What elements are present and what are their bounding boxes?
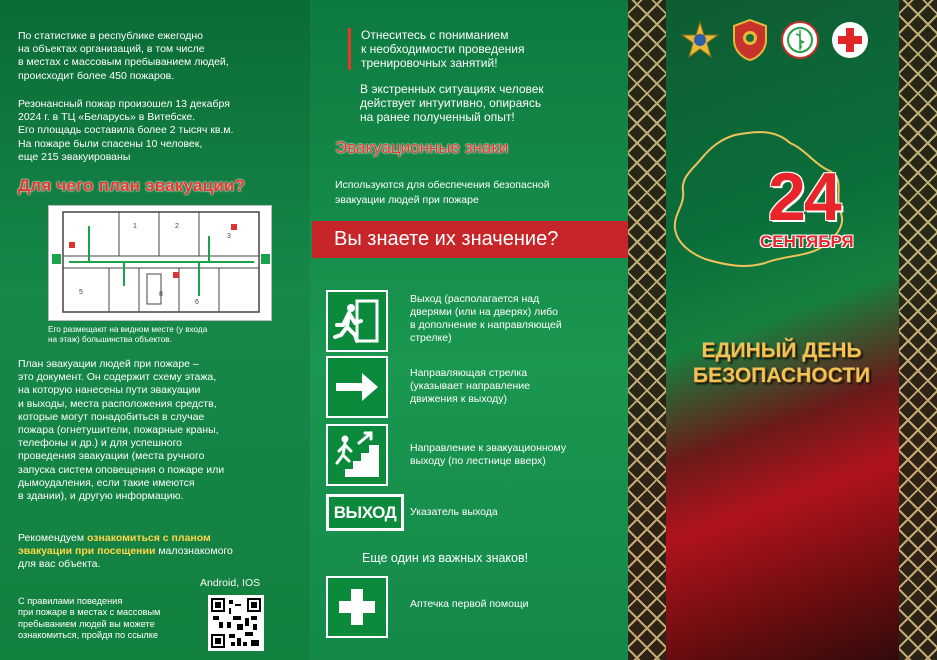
text-line: Резонансный пожар произошел 13 декабря <box>18 98 230 110</box>
text-line: (указывает направление <box>410 380 530 392</box>
plan-caption <box>48 325 288 345</box>
recommendation-paragraph <box>18 532 233 572</box>
first-aid-cross-icon <box>335 585 379 629</box>
svg-text:1: 1 <box>133 223 137 230</box>
text-line: на ранее полученный опыт! <box>360 110 515 124</box>
statistics-paragraph <box>18 30 229 83</box>
text-line: на этаж) большинства объектов. <box>48 335 172 344</box>
text-line: дверями (или на дверях) либо <box>410 306 559 318</box>
text-line: Направление к эвакуационному <box>410 442 567 454</box>
star-emblem-icon <box>680 20 720 60</box>
text-line: движения к выходу) <box>410 393 507 405</box>
text-line: Отнеситесь с пониманием <box>361 28 509 42</box>
text-line: это документ. Он содержит схему этажа, <box>18 371 217 384</box>
svg-text:5: 5 <box>79 289 83 296</box>
evacuation-plan-heading: Для чего план эвакуации? <box>18 176 246 195</box>
text-fragment: малознакомого <box>155 545 233 558</box>
text-line: По статистике в республике ежегодно <box>18 30 203 42</box>
exit-sign <box>326 290 388 352</box>
stairs-sign-description <box>410 442 620 468</box>
text-line: еще 215 эвакуированы <box>18 150 131 163</box>
intuition-quote <box>360 82 620 124</box>
evacuation-plan-image <box>48 205 272 321</box>
question-banner: Вы знаете их значение? <box>312 221 628 258</box>
exit-text-description: Указатель выхода <box>410 506 498 518</box>
text-line: С правилами поведения <box>18 596 123 606</box>
text-line: выходу (по лестнице вверх) <box>410 455 546 467</box>
signs-purpose-text <box>335 178 615 208</box>
text-line: Его площадь составила более 2 тысяч кв.м. <box>18 124 234 137</box>
fire-incident-paragraph <box>18 98 233 164</box>
evacuation-signs-heading: Эвакуационные знаки <box>335 138 509 157</box>
text-line: эвакуации людей при пожаре <box>335 194 479 206</box>
highlight-text: эвакуации при посещении <box>18 545 156 558</box>
svg-text:2: 2 <box>175 223 179 230</box>
text-line: пребыванием людей вы можете <box>18 618 155 629</box>
text-line: На пожаре были спасены 10 человек, <box>18 137 203 150</box>
ornament-strip-right <box>899 0 937 660</box>
shield-emblem-icon <box>730 18 770 62</box>
exit-sign-label: ВЫХОД <box>329 497 401 528</box>
direction-arrow-sign <box>326 356 388 418</box>
text-line: телефоны и др.) и для успешного <box>18 437 183 450</box>
text-line: происходит более 450 пожаров. <box>18 69 175 82</box>
text-line: которые могут понадобиться в случае <box>18 410 205 423</box>
red-cross-emblem <box>830 18 870 62</box>
red-cross-icon <box>830 20 870 60</box>
text-line: 2024 г. в ТЦ «Беларусь» в Витебске. <box>18 111 196 124</box>
text-line <box>18 532 233 545</box>
rules-link-text <box>18 596 198 642</box>
health-emblem <box>780 18 820 62</box>
text-line: для вас объекта. <box>18 558 101 571</box>
text-fragment: Рекомендуем <box>18 532 88 544</box>
text-line: действует интуитивно, опираясь <box>360 96 542 110</box>
text-line: дымоудаления, если такие имеются <box>18 476 195 489</box>
text-line: запуска систем оповещения о пожаре или <box>18 463 225 476</box>
text-line: на объектах организаций, в том числе <box>18 43 205 56</box>
ornament-strip-left <box>628 0 666 660</box>
floor-plan-icon <box>49 206 271 320</box>
title-line: ЕДИНЫЙ ДЕНЬ <box>701 339 862 362</box>
text-line: при пожаре в местах с массовым <box>18 607 161 618</box>
highlight-text: ознакомиться с планом <box>87 532 211 544</box>
text-line: стрелке) <box>410 332 452 344</box>
first-aid-description: Аптечка первой помощи <box>410 598 529 610</box>
qr-code[interactable] <box>208 595 264 651</box>
running-man-exit-icon <box>331 295 383 347</box>
text-line: План эвакуации людей при пожаре – <box>18 358 199 370</box>
qr-code-icon <box>211 598 261 648</box>
text-line: на которую нанесены пути эвакуации <box>18 384 201 397</box>
exit-sign-description <box>410 293 620 345</box>
text-line <box>18 545 233 558</box>
text-line: в здании), и другую информацию. <box>18 490 184 503</box>
svg-text:6: 6 <box>195 299 199 306</box>
another-sign-heading: Еще один из важных знаков! <box>362 551 529 565</box>
text-line: проведения эвакуации (места ручного <box>18 450 205 463</box>
text-line: Используются для обеспечения безопасной <box>335 179 550 191</box>
date-month: СЕНТЯБРЯ <box>760 232 854 251</box>
title-line: БЕЗОПАСНОСТИ <box>692 364 871 387</box>
platforms-label: Android, IOS <box>200 577 261 589</box>
svg-text:3: 3 <box>227 233 231 240</box>
right-panel-background <box>628 0 937 660</box>
plan-description-paragraph <box>18 358 224 503</box>
text-line: в местах с массовым пребыванием людей, <box>18 56 229 69</box>
arrow-right-icon <box>332 367 382 407</box>
text-line: В экстренных ситуациях человек <box>360 82 544 96</box>
text-line: Выход (располагается над <box>410 293 540 305</box>
text-line: пожара (огнетушители, пожарные краны, <box>18 424 219 437</box>
date-day: 24 <box>768 159 840 235</box>
text-line: и выходы, места расположения средств, <box>18 397 217 410</box>
text-line: к необходимости проведения <box>361 42 525 56</box>
stairs-exit-sign <box>326 424 388 486</box>
police-emblem <box>730 18 770 62</box>
training-quote <box>348 28 608 70</box>
text-line: в дополнение к направляющей <box>410 319 562 331</box>
stairs-up-icon <box>331 429 383 481</box>
medical-emblem-icon <box>780 20 820 60</box>
exit-text-sign <box>326 494 404 531</box>
safety-day-title <box>664 338 899 388</box>
first-aid-sign <box>326 576 388 638</box>
text-line: Его размещают на видном месте (у входа <box>48 325 208 334</box>
arrow-sign-description <box>410 367 620 406</box>
emblems-row <box>680 18 870 62</box>
svg-text:8: 8 <box>159 291 163 298</box>
emergency-ministry-emblem <box>680 18 720 62</box>
text-line: Направляющая стрелка <box>410 367 528 379</box>
text-line: тренировочных занятий! <box>361 56 498 70</box>
text-line: ознакомиться, пройдя по ссылке <box>18 630 158 641</box>
